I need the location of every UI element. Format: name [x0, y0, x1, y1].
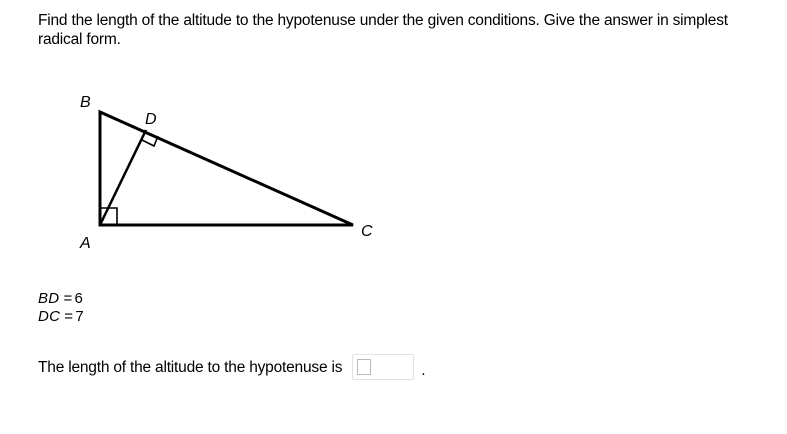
vertex-label-d: D — [145, 111, 157, 128]
given-value: 6 — [74, 290, 84, 307]
answer-row — [38, 354, 425, 380]
question-prompt: Find the length of the altitude to the hypotenuse under the given conditions. Give the answer in simplest radical form. — [38, 12, 728, 48]
equals-sign: = — [64, 308, 74, 325]
answer-lead-text: The length of the altitude to the hypotenuse is — [38, 358, 343, 376]
given-bd — [38, 290, 84, 308]
given-value: 7 — [75, 308, 84, 325]
given-variable: BD — [38, 290, 60, 307]
given-values — [38, 290, 84, 326]
altitude-ad — [100, 130, 146, 225]
triangle-abc — [100, 112, 353, 225]
vertex-label-b: B — [80, 94, 91, 111]
equals-sign: = — [63, 290, 73, 307]
given-dc — [38, 308, 84, 326]
given-variable: DC — [38, 308, 61, 325]
trailing-period: . — [421, 361, 426, 379]
vertex-label-c: C — [361, 223, 373, 240]
vertex-label-a: A — [80, 235, 91, 252]
empty-box-placeholder — [357, 359, 371, 375]
answer-input[interactable] — [352, 354, 414, 380]
